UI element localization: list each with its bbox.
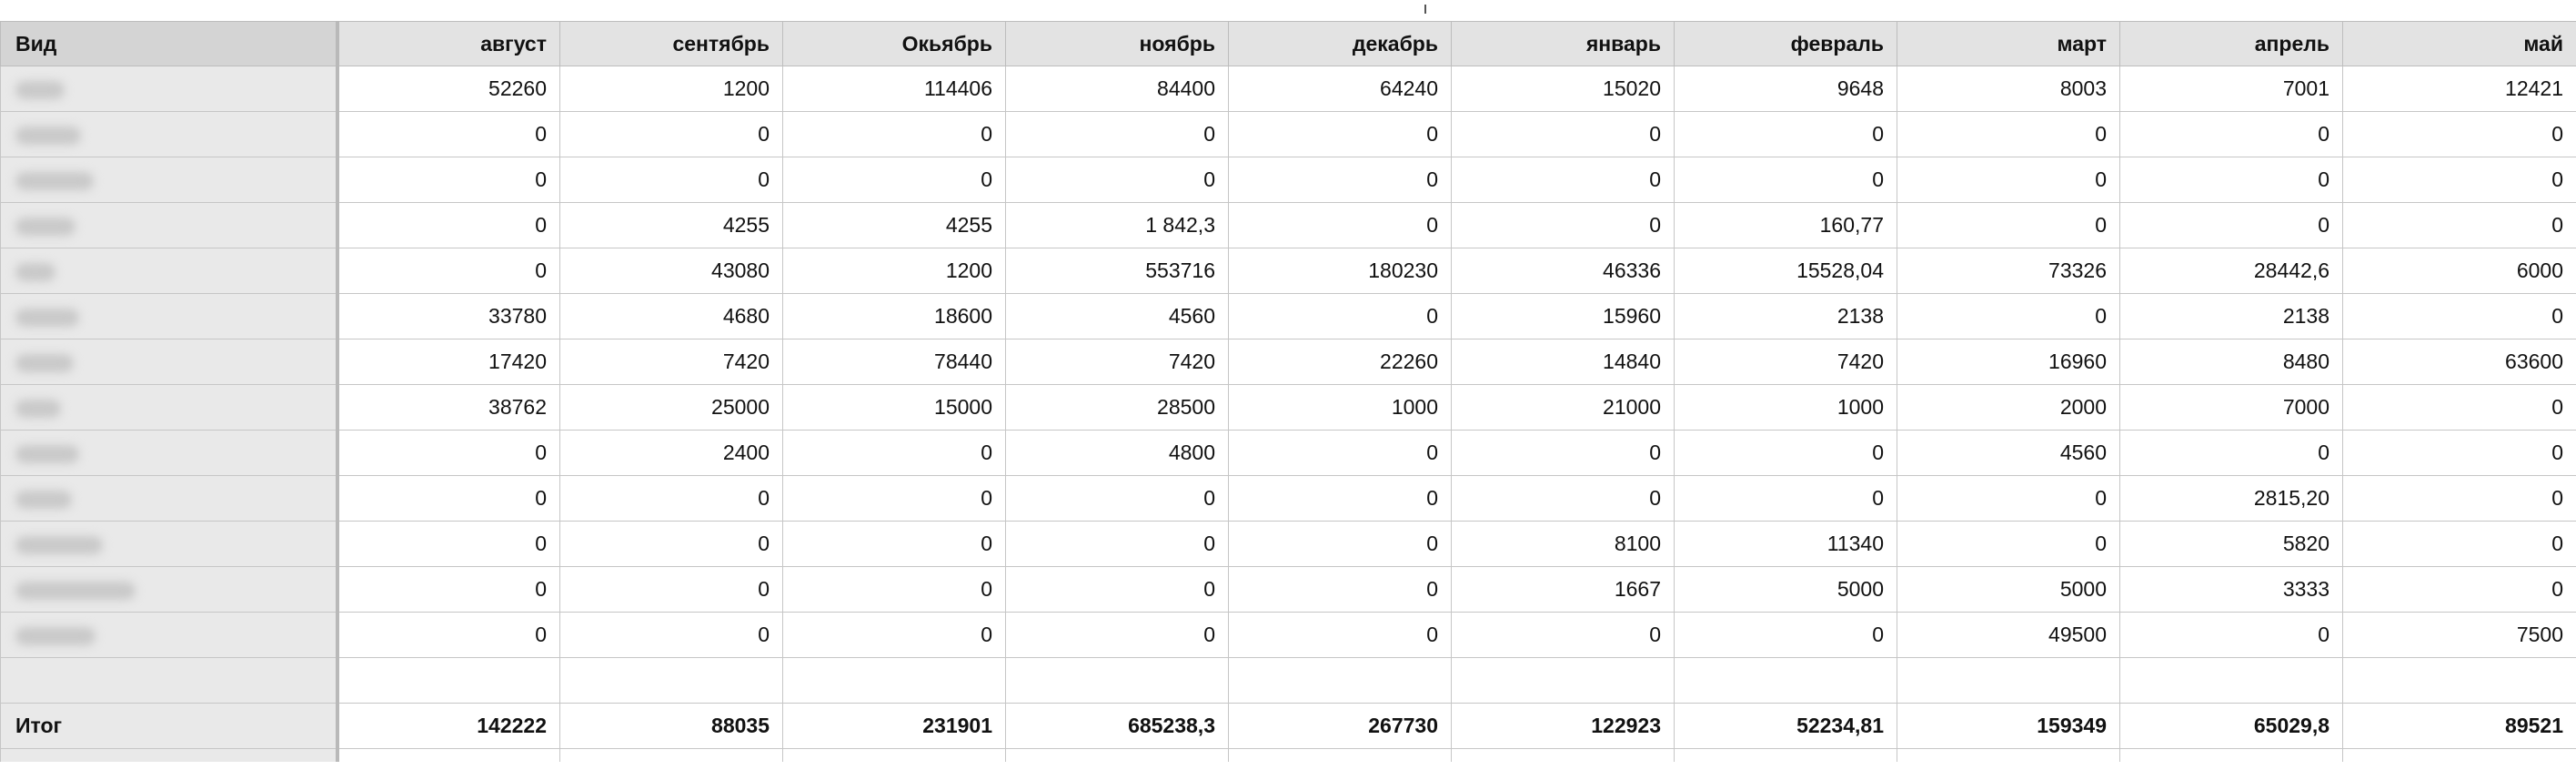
header-cell-name[interactable]: Вид — [1, 22, 337, 66]
partial-cell — [1229, 749, 1452, 763]
table-cell[interactable]: 8100 — [1452, 522, 1675, 567]
table-row — [1, 66, 2576, 112]
table-cell[interactable]: 43080 — [560, 248, 783, 294]
table-cell[interactable]: 1000 — [1675, 385, 1897, 431]
table-cell[interactable]: 15528,04 — [1675, 248, 1897, 294]
table-cell[interactable]: 7500 — [2343, 613, 2576, 658]
redacted-name — [15, 627, 96, 645]
total-cell[interactable]: 159349 — [1897, 704, 2120, 749]
column-resize-marker — [1424, 5, 1426, 14]
table-cell[interactable]: 0 — [560, 613, 783, 658]
table-cell[interactable]: 14840 — [1452, 339, 1675, 385]
table-cell[interactable]: 84400 — [1006, 66, 1229, 112]
redacted-name — [15, 354, 74, 372]
table-cell[interactable]: 18600 — [783, 294, 1006, 339]
table-cell[interactable]: 0 — [2120, 203, 2343, 248]
table-cell[interactable]: 15000 — [783, 385, 1006, 431]
table-cell[interactable]: 8003 — [1897, 66, 2120, 112]
table-row — [1, 522, 2576, 567]
table-cell[interactable]: 78440 — [783, 339, 1006, 385]
total-cell[interactable]: 65029,8 — [2120, 704, 2343, 749]
header-cell-month[interactable]: август — [337, 22, 560, 66]
table-cell[interactable]: 4560 — [1006, 294, 1229, 339]
table-cell[interactable]: 1667 — [1452, 567, 1675, 613]
table-cell[interactable]: 1000 — [1229, 385, 1452, 431]
partial-cell — [560, 749, 783, 763]
table-cell[interactable]: 0 — [2120, 431, 2343, 476]
table-cell[interactable]: 0 — [1006, 613, 1229, 658]
row-name-cell[interactable] — [1, 476, 337, 522]
table-cell[interactable]: 64240 — [1229, 66, 1452, 112]
header-cell-month[interactable]: ноябрь — [1006, 22, 1229, 66]
table-row — [1, 294, 2576, 339]
table-row — [1, 385, 2576, 431]
empty-cell[interactable] — [1006, 658, 1229, 704]
total-cell[interactable]: 122923 — [1452, 704, 1675, 749]
table-cell[interactable]: 0 — [337, 567, 560, 613]
row-name-cell[interactable] — [1, 431, 337, 476]
table-cell[interactable]: 180230 — [1229, 248, 1452, 294]
table-cell[interactable]: 46336 — [1452, 248, 1675, 294]
table-cell[interactable]: 0 — [1675, 613, 1897, 658]
row-name-cell[interactable] — [1, 248, 337, 294]
table-cell[interactable]: 0 — [1229, 157, 1452, 203]
empty-row — [1, 658, 2576, 704]
table-cell[interactable]: 0 — [1675, 157, 1897, 203]
table-cell[interactable]: 0 — [783, 476, 1006, 522]
table-cell[interactable]: 0 — [1229, 476, 1452, 522]
table-cell[interactable]: 553716 — [1006, 248, 1229, 294]
table-cell[interactable]: 25000 — [560, 385, 783, 431]
table-cell[interactable]: 0 — [1229, 613, 1452, 658]
empty-cell[interactable] — [560, 658, 783, 704]
table-cell[interactable]: 0 — [1006, 157, 1229, 203]
table-cell[interactable]: 4255 — [560, 203, 783, 248]
table-cell[interactable]: 0 — [783, 613, 1006, 658]
table-cell[interactable]: 0 — [1452, 476, 1675, 522]
table-row — [1, 203, 2576, 248]
table-row — [1, 112, 2576, 157]
empty-cell[interactable] — [1, 658, 337, 704]
table-cell[interactable]: 0 — [1897, 203, 2120, 248]
total-cell[interactable]: 142222 — [337, 704, 560, 749]
table-cell[interactable]: 0 — [337, 203, 560, 248]
redacted-name — [15, 491, 72, 509]
table-cell[interactable]: 49500 — [1897, 613, 2120, 658]
table-cell[interactable]: 0 — [783, 431, 1006, 476]
table-cell[interactable]: 0 — [2120, 613, 2343, 658]
header-cell-month[interactable]: декабрь — [1229, 22, 1452, 66]
table-cell[interactable]: 0 — [560, 112, 783, 157]
empty-cell[interactable] — [783, 658, 1006, 704]
total-cell[interactable]: 89521 — [2343, 704, 2576, 749]
table-cell[interactable]: 0 — [783, 112, 1006, 157]
table-cell[interactable]: 33780 — [337, 294, 560, 339]
partial-cell — [1897, 749, 2120, 763]
row-name-cell[interactable] — [1, 613, 337, 658]
header-row — [1, 22, 2576, 66]
header-cell-month[interactable]: апрель — [2120, 22, 2343, 66]
table-cell[interactable]: 2138 — [1675, 294, 1897, 339]
total-cell[interactable]: 267730 — [1229, 704, 1452, 749]
row-name-cell[interactable] — [1, 567, 337, 613]
table-cell[interactable]: 0 — [783, 157, 1006, 203]
table-cell[interactable]: 0 — [560, 567, 783, 613]
table-cell[interactable]: 9648 — [1675, 66, 1897, 112]
table-cell[interactable]: 2815,20 — [2120, 476, 2343, 522]
table-row — [1, 613, 2576, 658]
table-cell[interactable]: 73326 — [1897, 248, 2120, 294]
header-cell-month[interactable]: май — [2343, 22, 2576, 66]
table-cell[interactable]: 0 — [560, 476, 783, 522]
redacted-name — [15, 309, 79, 327]
table-cell[interactable]: 0 — [1897, 294, 2120, 339]
empty-cell[interactable] — [1452, 658, 1675, 704]
partial-cell — [783, 749, 1006, 763]
table-row — [1, 157, 2576, 203]
table-cell[interactable]: 0 — [2343, 567, 2576, 613]
header-cell-month[interactable]: март — [1897, 22, 2120, 66]
table-cell[interactable]: 0 — [1229, 294, 1452, 339]
table-cell[interactable]: 0 — [1229, 112, 1452, 157]
table-cell[interactable]: 7001 — [2120, 66, 2343, 112]
table-cell[interactable]: 0 — [1897, 476, 2120, 522]
table-cell[interactable]: 0 — [2343, 385, 2576, 431]
partial-cell — [1006, 749, 1229, 763]
table-cell[interactable]: 0 — [2343, 522, 2576, 567]
table-cell[interactable]: 0 — [560, 157, 783, 203]
partial-cell — [1, 749, 337, 763]
table-cell[interactable]: 38762 — [337, 385, 560, 431]
table-cell[interactable]: 0 — [1897, 522, 2120, 567]
table-cell[interactable]: 11340 — [1675, 522, 1897, 567]
partial-cell — [1675, 749, 1897, 763]
redacted-name — [15, 218, 75, 236]
table-cell[interactable]: 15960 — [1452, 294, 1675, 339]
table-cell[interactable]: 16960 — [1897, 339, 2120, 385]
table-cell[interactable]: 0 — [1006, 567, 1229, 613]
header-cell-month[interactable]: январь — [1452, 22, 1675, 66]
table-cell[interactable]: 0 — [337, 613, 560, 658]
redacted-name — [15, 445, 79, 463]
table-row — [1, 567, 2576, 613]
table-cell[interactable]: 8480 — [2120, 339, 2343, 385]
redacted-name — [15, 263, 55, 281]
table-cell[interactable]: 12421 — [2343, 66, 2576, 112]
table-cell[interactable]: 63600 — [2343, 339, 2576, 385]
table-cell[interactable]: 114406 — [783, 66, 1006, 112]
table-cell[interactable]: 0 — [1229, 567, 1452, 613]
table-cell[interactable]: 7420 — [560, 339, 783, 385]
table-cell[interactable]: 0 — [1006, 476, 1229, 522]
table-cell[interactable]: 3333 — [2120, 567, 2343, 613]
empty-cell[interactable] — [1675, 658, 1897, 704]
redacted-name — [15, 127, 81, 145]
table-cell[interactable]: 0 — [2343, 476, 2576, 522]
table-cell[interactable]: 4560 — [1897, 431, 2120, 476]
top-strip — [0, 0, 2576, 21]
table-cell[interactable]: 7420 — [1675, 339, 1897, 385]
row-name-cell[interactable] — [1, 66, 337, 112]
partial-cell — [2120, 749, 2343, 763]
table-cell[interactable]: 0 — [337, 522, 560, 567]
spreadsheet-table — [0, 21, 2576, 762]
total-cell[interactable]: 231901 — [783, 704, 1006, 749]
total-label[interactable]: Итог — [1, 704, 337, 749]
table-cell[interactable]: 0 — [1452, 112, 1675, 157]
table-cell[interactable]: 5000 — [1897, 567, 2120, 613]
partial-cell — [1452, 749, 1675, 763]
table-cell[interactable]: 4800 — [1006, 431, 1229, 476]
table-cell[interactable]: 0 — [2120, 157, 2343, 203]
row-name-cell[interactable] — [1, 522, 337, 567]
empty-cell[interactable] — [2120, 658, 2343, 704]
table-cell[interactable]: 0 — [2343, 112, 2576, 157]
row-name-cell[interactable] — [1, 339, 337, 385]
total-row — [1, 704, 2576, 749]
table-cell[interactable]: 0 — [1452, 613, 1675, 658]
table-cell[interactable]: 52260 — [337, 66, 560, 112]
table-row — [1, 431, 2576, 476]
table-cell[interactable]: 0 — [2343, 294, 2576, 339]
table-body — [1, 66, 2576, 763]
redacted-name — [15, 582, 136, 600]
table-cell[interactable]: 0 — [1229, 203, 1452, 248]
table-cell[interactable]: 0 — [1452, 203, 1675, 248]
table-cell[interactable]: 2138 — [2120, 294, 2343, 339]
partial-cell — [337, 749, 560, 763]
table-cell[interactable]: 21000 — [1452, 385, 1675, 431]
table-cell[interactable]: 0 — [1452, 431, 1675, 476]
partial-row — [1, 749, 2576, 763]
table-cell[interactable]: 0 — [337, 476, 560, 522]
table-cell[interactable]: 15020 — [1452, 66, 1675, 112]
table-cell[interactable]: 1200 — [560, 66, 783, 112]
row-name-cell[interactable] — [1, 112, 337, 157]
table-cell[interactable]: 0 — [2343, 431, 2576, 476]
total-cell[interactable]: 52234,81 — [1675, 704, 1897, 749]
table-cell[interactable]: 22260 — [1229, 339, 1452, 385]
table-cell[interactable]: 0 — [337, 157, 560, 203]
row-name-cell[interactable] — [1, 385, 337, 431]
table-cell[interactable]: 17420 — [337, 339, 560, 385]
table-cell[interactable]: 0 — [1006, 112, 1229, 157]
table-cell[interactable]: 0 — [783, 522, 1006, 567]
table-cell[interactable]: 0 — [337, 431, 560, 476]
table-row — [1, 339, 2576, 385]
table-cell[interactable]: 0 — [1675, 112, 1897, 157]
row-name-cell[interactable] — [1, 294, 337, 339]
table-cell[interactable]: 0 — [1675, 431, 1897, 476]
total-cell[interactable]: 685238,3 — [1006, 704, 1229, 749]
redacted-name — [15, 536, 103, 554]
redacted-name — [15, 172, 94, 190]
table-cell[interactable]: 5000 — [1675, 567, 1897, 613]
table-row — [1, 248, 2576, 294]
table-cell[interactable]: 2400 — [560, 431, 783, 476]
table-cell[interactable]: 0 — [1006, 522, 1229, 567]
table-cell[interactable]: 0 — [1897, 112, 2120, 157]
table-cell[interactable]: 0 — [2120, 112, 2343, 157]
table-cell[interactable]: 28442,6 — [2120, 248, 2343, 294]
table-cell[interactable]: 0 — [2343, 157, 2576, 203]
table-cell[interactable]: 1200 — [783, 248, 1006, 294]
header-cell-month[interactable]: февраль — [1675, 22, 1897, 66]
table-cell[interactable]: 0 — [783, 567, 1006, 613]
table-cell[interactable]: 1 842,3 — [1006, 203, 1229, 248]
table-cell[interactable]: 0 — [1229, 522, 1452, 567]
table-cell[interactable]: 4255 — [783, 203, 1006, 248]
empty-cell[interactable] — [1897, 658, 2120, 704]
table-cell[interactable]: 160,77 — [1675, 203, 1897, 248]
table-cell[interactable]: 0 — [560, 522, 783, 567]
table-cell[interactable]: 7420 — [1006, 339, 1229, 385]
row-name-cell[interactable] — [1, 157, 337, 203]
table-cell[interactable]: 2000 — [1897, 385, 2120, 431]
table-cell[interactable]: 28500 — [1006, 385, 1229, 431]
empty-cell[interactable] — [1229, 658, 1452, 704]
total-cell[interactable]: 88035 — [560, 704, 783, 749]
table-cell[interactable]: 4680 — [560, 294, 783, 339]
table-cell[interactable]: 7000 — [2120, 385, 2343, 431]
table-cell[interactable]: 0 — [1229, 431, 1452, 476]
redacted-name — [15, 400, 61, 418]
table-cell[interactable]: 0 — [337, 248, 560, 294]
header-cell-month[interactable]: Окьябрь — [783, 22, 1006, 66]
empty-cell[interactable] — [337, 658, 560, 704]
redacted-name — [15, 81, 65, 99]
partial-cell — [2343, 749, 2576, 763]
table-cell[interactable]: 0 — [337, 112, 560, 157]
table-cell[interactable]: 5820 — [2120, 522, 2343, 567]
table-cell[interactable]: 0 — [1452, 157, 1675, 203]
table-cell[interactable]: 0 — [2343, 203, 2576, 248]
header-cell-month[interactable]: сентябрь — [560, 22, 783, 66]
table-cell[interactable]: 0 — [1897, 157, 2120, 203]
table-cell[interactable]: 0 — [1675, 476, 1897, 522]
table-cell[interactable]: 6000 — [2343, 248, 2576, 294]
empty-cell[interactable] — [2343, 658, 2576, 704]
table-row — [1, 476, 2576, 522]
row-name-cell[interactable] — [1, 203, 337, 248]
